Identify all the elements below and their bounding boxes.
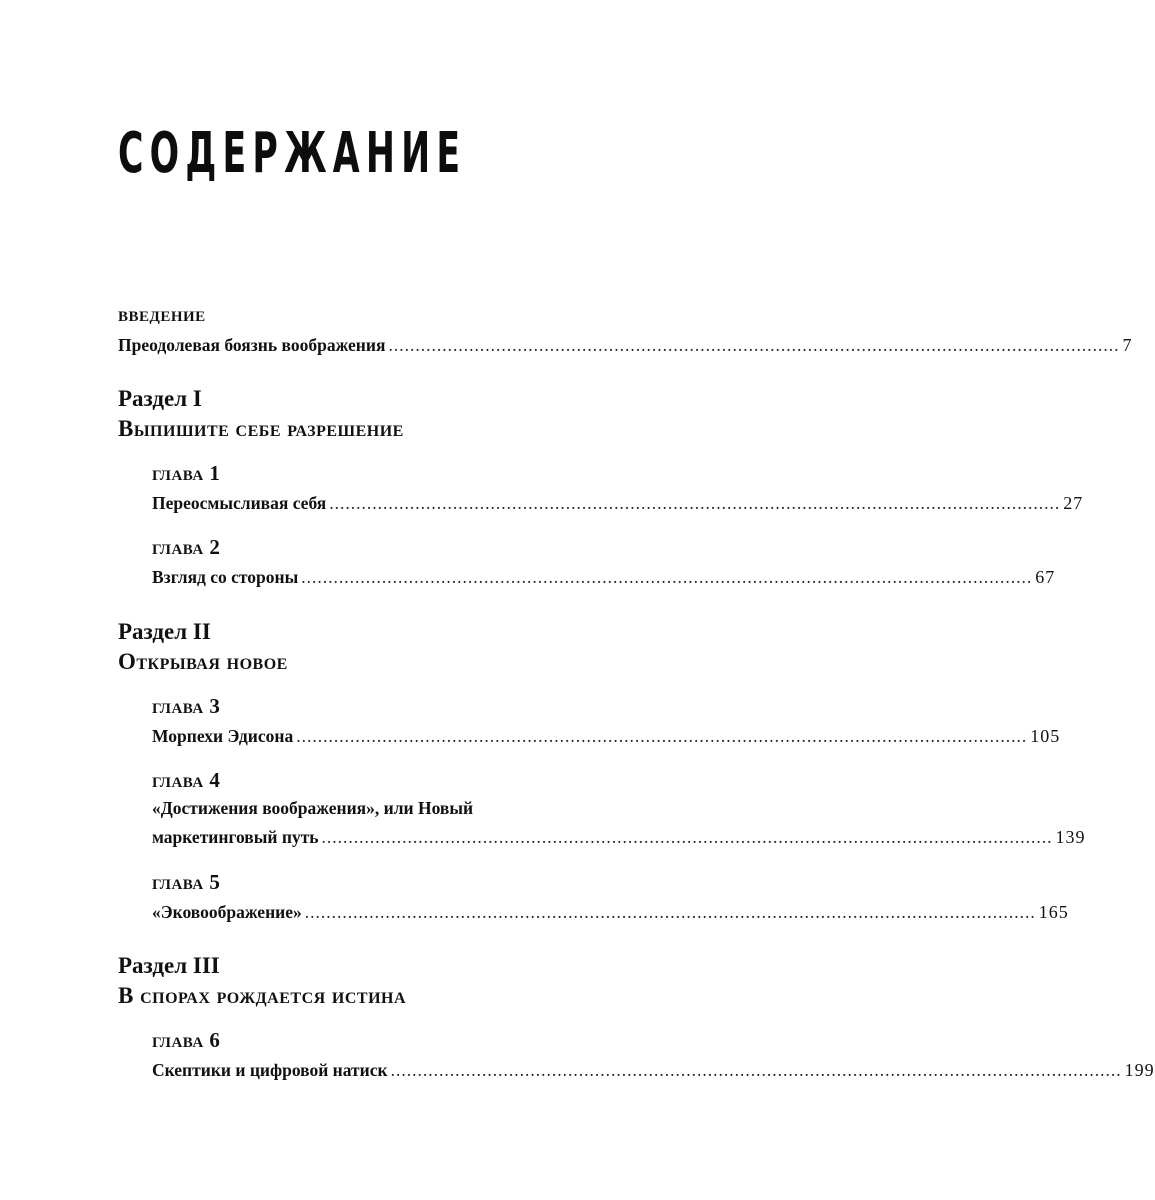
- toc-entry-title: маркетинговый путь: [152, 827, 319, 847]
- section-title: Открывая новое: [118, 649, 288, 674]
- chapter-label: глава 5: [152, 870, 221, 894]
- toc-page-number: 67: [1035, 567, 1056, 587]
- dot-leader: ........................................................................................................................................: [296, 726, 1028, 746]
- toc-entry-title: Взгляд со стороны: [152, 567, 299, 587]
- chapter-label: глава 2: [152, 535, 221, 559]
- toc-entry-chapter-1[interactable]: [152, 493, 1084, 514]
- section-label: Раздел I: [118, 386, 202, 411]
- toc-entry-chapter-3[interactable]: [152, 726, 1061, 747]
- chapter-label: глава 3: [152, 694, 221, 718]
- dot-leader: ........................................................................................................................................: [304, 902, 1036, 922]
- toc-page-number: 105: [1030, 726, 1061, 746]
- toc-page-number: 7: [1122, 335, 1133, 355]
- dot-leader: ........................................................................................................................................: [321, 827, 1053, 847]
- chapter-label: глава 4: [152, 768, 221, 792]
- dot-leader: ........................................................................................................................................: [329, 493, 1061, 513]
- toc-entry-title: Морпехи Эдисона: [152, 726, 294, 746]
- section-title: Выпишите себе разрешение: [118, 416, 404, 441]
- toc-entry-title-line1[interactable]: «Достижения воображения», или Новый: [152, 798, 474, 818]
- toc-page-number: 165: [1038, 902, 1069, 922]
- section-label: Раздел III: [118, 953, 220, 978]
- toc-entry-chapter-5[interactable]: [152, 902, 1069, 923]
- dot-leader: ........................................................................................................................................: [388, 335, 1120, 355]
- chapter-label: глава 1: [152, 461, 221, 485]
- toc-page-number: 27: [1063, 493, 1084, 513]
- chapter-label: глава 6: [152, 1028, 221, 1052]
- toc-entry-title: «Эковоображение»: [152, 902, 302, 922]
- toc-entry-title: Преодолевая боязнь воображения: [118, 335, 386, 355]
- toc-entry-chapter-2[interactable]: [152, 567, 1056, 588]
- toc-page-number: 199: [1124, 1060, 1155, 1080]
- section-title: В спорах рождается истина: [118, 983, 407, 1008]
- intro-label: введение: [118, 302, 206, 326]
- dot-leader: ........................................................................................................................................: [390, 1060, 1122, 1080]
- toc-entry-chapter-6[interactable]: [152, 1060, 1155, 1081]
- toc-entry-title: Переосмысливая себя: [152, 493, 327, 513]
- toc-entry-title: Скептики и цифровой натиск: [152, 1060, 388, 1080]
- toc-page-number: 139: [1055, 827, 1086, 847]
- page-title: СОДЕРЖАНИЕ: [118, 121, 467, 186]
- section-label: Раздел II: [118, 619, 211, 644]
- toc-entry-intro[interactable]: [118, 335, 1133, 356]
- toc-entry-chapter-4[interactable]: [152, 827, 1086, 848]
- dot-leader: ........................................................................................................................................: [301, 567, 1033, 587]
